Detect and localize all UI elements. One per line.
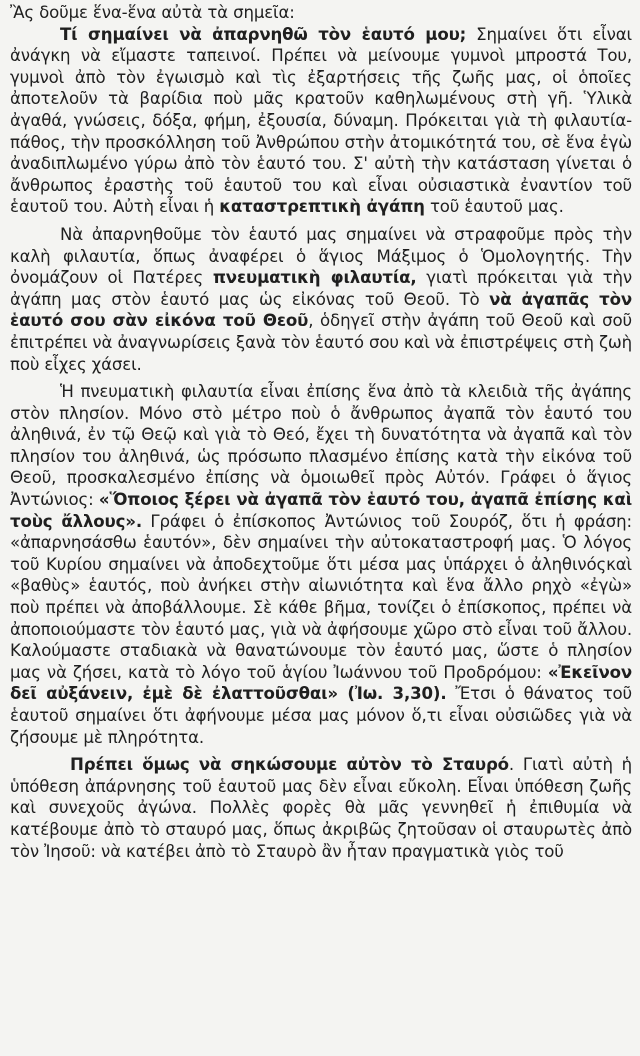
- lead-line: Ἂς δοῦμε ἕνα-ἕνα αὐτὰ τὰ σημεῖα:: [10, 3, 295, 22]
- bold-phrase: καταστρεπτικὴ ἀγάπη: [219, 197, 425, 217]
- text-run: Ἡ πνευματικὴ φιλαυτία εἶναι ἐπίσης ἕνα ἀπὸ τὰ κλειδιὰ τῆς ἀγάπης στὸν πλησίον. Μόνο στὸ μέτρο ποὺ ὁ ἄνθρωπος ἀγαπᾶ τὸν ἑαυτό του ἀληθινά, ἐν τῷ Θεῷ καὶ γιὰ τὸ Θεό, ἔχει τὴ δυνατότητα νὰ ἀγαπᾶ καὶ τὸν πλησίον του ἀληθινά, ὡς πρόσωπο πλασμένο ἐπίσης κατὰ τὴν εἰκόνα τοῦ Θεοῦ, προσκαλεσμένο ἐπίσης νὰ ὁμοιωθεῖ πρὸς Αὐτόν. Γράφει ὁ ἅγιος Ἀντώνιος:: [10, 382, 632, 510]
- bold-phrase: νὰ ἀγαπᾶς τὸν ἑαυτό σου σὰν εἰκόνα τοῦ Θεοῦ: [10, 289, 632, 331]
- text-run: γιατὶ πρόκειται γιὰ τὴν ἀγάπη μας στὸν ἑαυτό μας ὡς εἰκόνας τοῦ Θεοῦ. Τὸ: [10, 268, 632, 309]
- bold-quote: «Ἐκεῖνον δεῖ αὐξάνειν, ἐμὲ δὲ ἐλαττοῦσθαι» (Ἰω. 3,30).: [10, 662, 632, 704]
- bold-phrase: Τί σημαίνει νὰ ἀπαρνηθῶ τὸν ἑαυτό μου;: [60, 24, 467, 44]
- text-run: Σημαίνει ὅτι εἶναι ἀνάγκη νὰ εἴμαστε ταπεινοί. Πρέπει νὰ μείνουμε γυμνοὶ μπροστά Του, γυμνοὶ ἀπὸ τὸν ἐγωισμὸ καὶ τὶς ἐξαρτήσεις τῆς ζωῆς μας, οἱ ὁποῖες ἀποτελοῦν τὰ βαρίδια ποὺ μᾶς κρατοῦν καθηλωμένους στὴ γῆ. Ὑλικὰ ἀγαθά, γνώσεις, δόξα, φήμη, ἐξουσία, δύναμη. Πρόκειται γιὰ τὴ φιλαυτία-πάθος, τὴν προσκόλληση τοῦ Ἀνθρώπου στὴν ἀτομικότητά του, σὲ ἕνα ἐγὼ ἀναδιπλωμένο γύρω ἀπὸ τὸν ἑαυτό του. Σ' αὐτὴ τὴν κατάσταση γίνεται ὁ ἄνθρωπος ἐραστὴς τοῦ ἑαυτοῦ του καὶ εἶναι οὐσιαστικὰ ἐναντίον τοῦ ἑαυτοῦ του. Αὐτὴ εἶναι ἡ: [10, 24, 632, 217]
- text-run: Ἔτσι ὁ θάνατος τοῦ ἑαυτοῦ σημαίνει ὅτι ἀφήνουμε μέσα μας μόνον ὅ,τι εἶναι οὐσιῶδες γιὰ νὰ ζήσουμε μὲ πληρότητα.: [10, 684, 632, 747]
- text-run: , ὁδηγεῖ στὴν ἀγάπη τοῦ Θεοῦ καὶ σοῦ ἐπιτρέπει νὰ ἀναγνωρίσεις ξανὰ τὸν ἑαυτό σου καὶ νὰ ἐπιστρέψεις στὴ ζωὴ ποὺ εἶχες χάσει.: [10, 311, 633, 374]
- paragraph-3: [10, 381, 632, 748]
- bold-phrase: πνευματικὴ φιλαυτία,: [212, 268, 417, 288]
- bold-quote: «Ὅποιος ξέρει νὰ ἀγαπᾶ τὸν ἑαυτό του, ἀγαπᾶ ἐπίσης καὶ τοὺς ἄλλους».: [10, 490, 633, 531]
- text-run: Γράφει ὁ ἐπίσκοπος Ἀντώνιος τοῦ Σουρόζ, ὅτι ἡ φράση: «ἀπαρνησάσθω ἑαυτόν», δὲν σημαίνει τὴν αὐτοκαταστροφή μας. Ὁ λόγος τοῦ Κυρίου σημαίνει νὰ ἀποδεχτοῦμε ὅτι μέσα μας ὑπάρχει ὁ ἀληθινόςκαὶ «βαθὺς» ἑαυτός, ποὺ ἀνήκει στὴν αἰωνιότητα καὶ ἕνα ἄλλο ρηχὸ «ἐγὼ» ποὺ πρέπει νὰ ἀποβάλλουμε. Σὲ κάθε βῆμα, τονίζει ὁ ἐπίσκοπος, πρέπει νὰ ἀποποιούμαστε τὸν ἑαυτό μας, γιὰ νὰ ἀφήσουμε χῶρο στὸ εἶναι τοῦ ἄλλου. Καλούμαστε σταδιακὰ νὰ θανατώνουμε τὸν ἑαυτό μας, ὥστε ὁ πλησίον μας νὰ ζήσει, κατὰ τὸ λόγο τοῦ ἁγίου Ἰωάννου τοῦ Προδρόμου:: [10, 511, 632, 682]
- text-run: . Γιατὶ αὐτὴ ἡ ὑπόθεση ἀπάρνησης τοῦ ἑαυτοῦ μας δὲν εἶναι εὔκολη. Εἶναι ὑπόθεση ζωῆς καὶ συνεχοῦς ἀγώνα. Πολλὲς φορὲς θὰ μᾶς γεννηθεῖ ἡ ἐπιθυμία νὰ κατέβουμε ἀπὸ τὸ σταυρό μας, ὅπως ἀκριβῶς ζητοῦσαν οἱ σταυρωτὲς ἀπὸ τὸν Ἰησοῦ: νὰ κατέβει ἀπὸ τὸ Σταυρὸ ἂν ἦταν πραγματικὰ γιὸς τοῦ: [10, 755, 633, 861]
- paragraph-2: [10, 224, 632, 375]
- paragraph-1: [10, 24, 632, 218]
- paragraph-4: [10, 754, 632, 862]
- bold-phrase: Πρέπει ὅμως νὰ σηκώσουμε αὐτὸν τὸ Σταυρό: [70, 755, 509, 775]
- text-run: Νὰ ἀπαρνηθοῦμε τὸν ἑαυτό μας σημαίνει νὰ στραφοῦμε πρὸς τὴν καλὴ φιλαυτία, ὅπως ἀναφέρει ὁ ἅγιος Μάξιμος ὁ Ὁμολογητής. Τὴν ὀνομάζουν οἱ Πατέρες: [10, 224, 632, 288]
- text-run: τοῦ ἑαυτοῦ μας.: [424, 197, 564, 217]
